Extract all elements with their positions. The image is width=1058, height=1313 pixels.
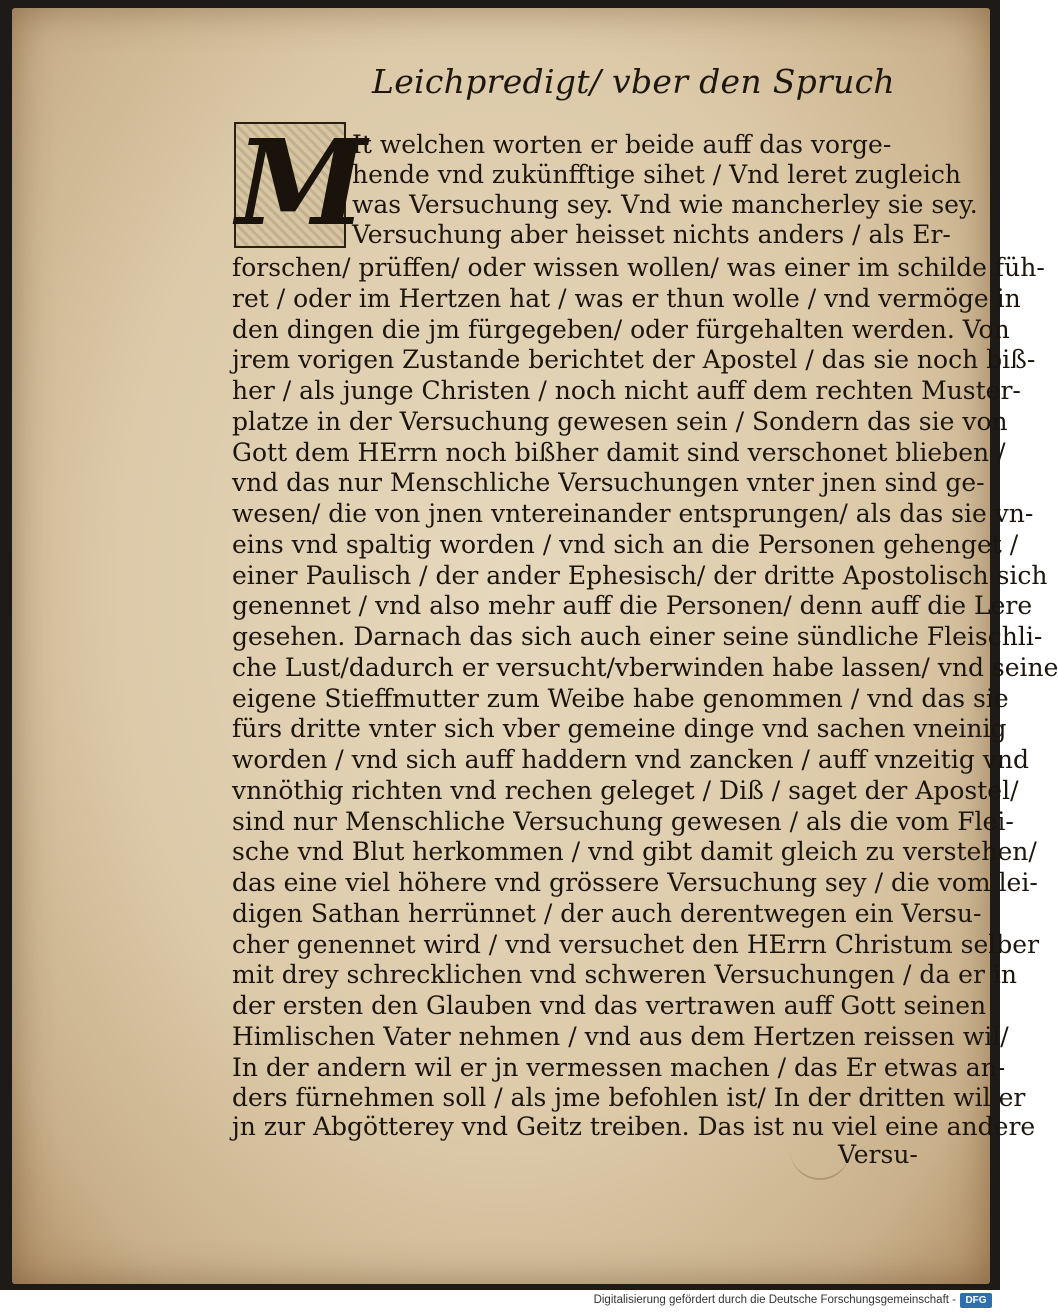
- text-line: che Lust/dadurch er versucht/vberwinden habe lassen/ vnd seine: [232, 653, 1058, 682]
- text-line: vnnöthig richten vnd rechen geleget / Diß / saget der Apostel/: [232, 776, 1019, 805]
- text-line: In der andern wil er jn vermessen machen / das Er etwas an-: [232, 1053, 1006, 1082]
- text-line: It welchen worten er beide auff das vorge-: [352, 130, 892, 159]
- text-line: Himlischen Vater nehmen / vnd aus dem Hertzen reissen wil/: [232, 1022, 1009, 1051]
- text-line: sche vnd Blut herkommen / vnd gibt damit gleich zu verstehen/: [232, 837, 1037, 866]
- text-line: das eine viel höhere vnd grössere Versuchung sey / die vom lei-: [232, 868, 1038, 897]
- text-line: eigene Stieffmutter zum Weibe habe genommen / vnd das sie: [232, 684, 1009, 713]
- text-line: mit drey schrecklichen vnd schweren Versuchungen / da er in: [232, 960, 1017, 989]
- text-line: sind nur Menschliche Versuchung gewesen / als die vom Flei-: [232, 807, 1014, 836]
- text-line: der ersten den Glauben vnd das vertrawen auff Gott seinen: [232, 991, 987, 1020]
- text-line: jn zur Abgötterey vnd Geitz treiben. Das ist nu viel eine andere: [232, 1112, 1036, 1141]
- text-line: wesen/ die von jnen vntereinander entsprungen/ als das sie vn-: [232, 499, 1034, 528]
- text-line: forschen/ prüffen/ oder wissen wollen/ was einer im schilde füh-: [232, 253, 1045, 282]
- text-line: genennet / vnd also mehr auff die Personen/ denn auff die Lere: [232, 591, 1033, 620]
- text-line: ders fürnehmen soll / als jme befohlen ist/ In der dritten wil er: [232, 1083, 1026, 1112]
- text-line: was Versuchung sey. Vnd wie mancherley sie sey.: [352, 190, 978, 219]
- text-line: worden / vnd sich auff haddern vnd zancken / auff vnzeitig vnd: [232, 745, 1030, 774]
- initial-letter: M: [236, 113, 367, 252]
- text-line: Gott dem HErrn noch bißher damit sind verschonet blieben /: [232, 438, 1006, 467]
- text-line: eins vnd spaltig worden / vnd sich an die Personen gehenget /: [232, 530, 1019, 559]
- text-line: jrem vorigen Zustande berichtet der Apostel / das sie noch biß-: [232, 345, 1036, 374]
- text-line: vnd das nur Menschliche Versuchungen vnter jnen sind ge-: [232, 468, 985, 497]
- text-line: digen Sathan herrünnet / der auch derentwegen ein Versu-: [232, 899, 982, 928]
- text-line: platze in der Versuchung gewesen sein / Sondern das sie von: [232, 407, 1008, 436]
- text-line: fürs dritte vnter sich vber gemeine dinge vnd sachen vneinig: [232, 714, 1007, 743]
- text-line: hende vnd zukünfftige sihet / Vnd leret zugleich: [352, 160, 961, 189]
- dfg-logo: DFG: [960, 1293, 992, 1308]
- text-line: gesehen. Darnach das sich auch einer seine sündliche Fleischli-: [232, 622, 1043, 651]
- text-line: einer Paulisch / der ander Ephesisch/ der dritte Apostolisch sich: [232, 561, 1048, 590]
- text-line: den dingen die jm fürgegeben/ oder fürgehalten werden. Von: [232, 315, 1010, 344]
- text-line: cher genennet wird / vnd versuchet den HErrn Christum selber: [232, 930, 1040, 959]
- catchword: Versu-: [838, 1140, 918, 1169]
- text-line: Versuchung aber heisset nichts anders / als Er-: [352, 220, 951, 249]
- funding-credit: Digitalisierung gefördert durch die Deutsche Forschungsgemeinschaft -: [593, 1294, 956, 1306]
- text-line: her / als junge Christen / noch nicht auff dem rechten Muster-: [232, 376, 1021, 405]
- footer-bar: [0, 1290, 1000, 1313]
- text-line: ret / oder im Hertzen hat / was er thun wolle / vnd vermöge in: [232, 284, 1021, 313]
- running-head: Leichpredigt/ vber den Spruch: [372, 62, 895, 101]
